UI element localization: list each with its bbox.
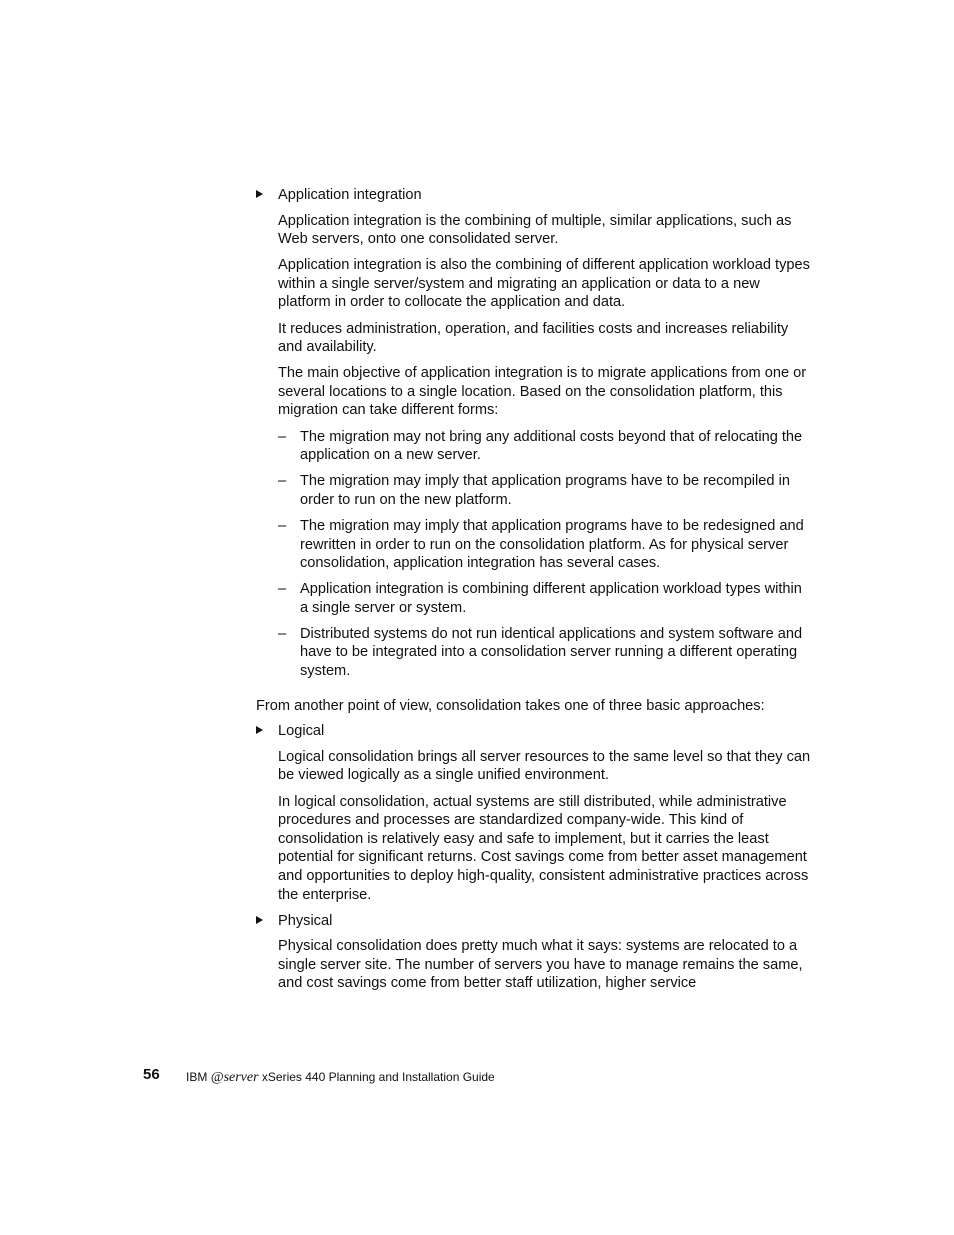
bullet-logical	[256, 722, 812, 904]
list-item-text: The migration may imply that application programs have to be recompiled in order to run on the new platform.	[300, 473, 790, 508]
triangle-bullet-icon	[256, 190, 263, 198]
bullet-title: Physical	[278, 912, 333, 929]
page-number: 56	[143, 1066, 160, 1083]
list-item-text: The migration may imply that application programs have to be redesigned and rewritten in order to run on the consolidation platform. As for physical server consolidation, application integration has several cases.	[300, 517, 804, 572]
bullet-application-integration	[256, 186, 812, 681]
intro-paragraph: From another point of view, consolidation takes one of three basic approaches:	[256, 697, 765, 714]
triangle-bullet-icon	[256, 916, 263, 924]
dash-marker: –	[278, 428, 287, 445]
list-item	[278, 580, 812, 617]
footer-title	[186, 1068, 495, 1088]
dash-list	[278, 428, 812, 681]
paragraph: The main objective of application integration is to migrate applications from one or several locations to a single location. Based on the consolidation platform, this migration can take different forms:	[278, 365, 807, 419]
list-item-text: The migration may not bring any additional costs beyond that of relocating the application on a new server.	[300, 428, 803, 464]
bullet-title: Application integration	[278, 187, 422, 203]
list-item-text: Application integration is combining different application workload types within a single server or system.	[300, 581, 802, 616]
footer-title-rest: xSeries 440 Planning and Installation Guide	[261, 1070, 495, 1084]
paragraph: Application integration is the combining of multiple, similar applications, such as Web servers, onto one consolidated server.	[278, 212, 792, 248]
dash-marker: –	[278, 581, 287, 598]
list-item	[278, 517, 812, 573]
dash-marker: –	[278, 625, 287, 642]
bullet-physical	[256, 912, 812, 993]
list-item-text: Distributed systems do not run identical applications and system software and have to be integrated into a consolidation server running a different operating system.	[300, 625, 803, 680]
triangle-bullet-icon	[256, 726, 263, 734]
eserver-logo: @server	[210, 1070, 259, 1085]
list-item	[278, 428, 812, 465]
bullet-title: Logical	[278, 723, 325, 740]
dash-marker: –	[278, 517, 287, 534]
paragraph: In logical consolidation, actual systems are still distributed, while administrative procedures and processes are standardized company-wide. This kind of consolidation is relatively easy and safe to implement, but it carries the least potential for significant returns. Cost savings come from better asset management and opportunities to deploy high-quality, consistent administrative practices across the enterprise.	[278, 793, 809, 903]
paragraph: It reduces administration, operation, and facilities costs and increases reliability and availability.	[278, 320, 789, 356]
list-item	[278, 472, 812, 509]
page-content	[256, 186, 812, 1000]
paragraph: Physical consolidation does pretty much what it says: systems are relocated to a single server site. The number of servers you have to manage remains the same, and cost savings come from better staff utilization, higher service	[278, 938, 803, 992]
paragraph: Application integration is also the combining of different application workload types within a single server/system and migrating an application or data to a new platform in order to collocate the application and data.	[278, 257, 810, 311]
footer-brand: IBM	[186, 1070, 208, 1084]
dash-marker: –	[278, 473, 287, 490]
paragraph: Logical consolidation brings all server resources to the same level so that they can be viewed logically as a single unified environment.	[278, 748, 811, 784]
list-item	[278, 625, 812, 681]
